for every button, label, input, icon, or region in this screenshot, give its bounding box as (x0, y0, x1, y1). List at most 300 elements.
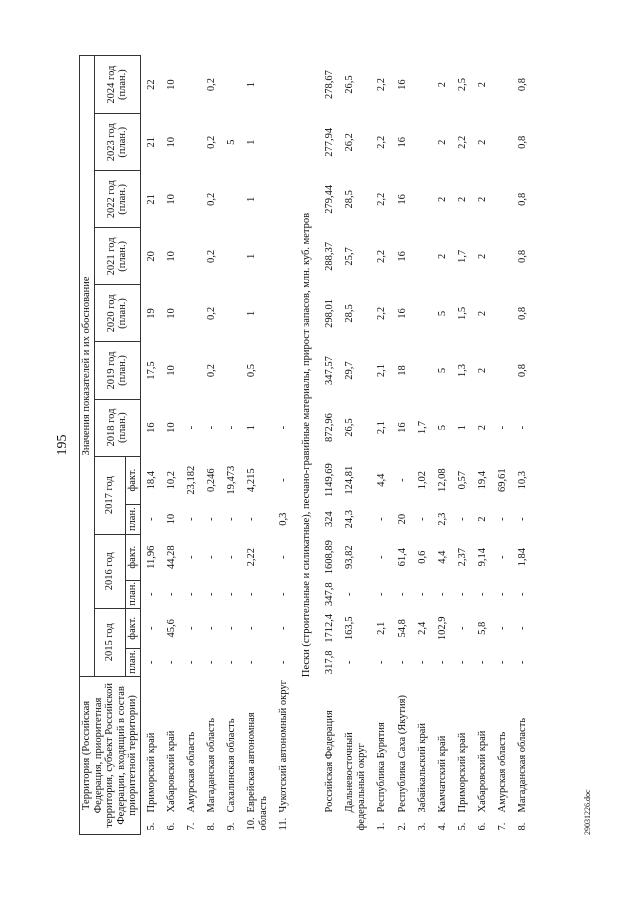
value-cell: 2,1 (376, 421, 388, 435)
value-cell: 0,8 (516, 135, 528, 149)
value-cell: 26,5 (344, 418, 356, 437)
value-cell: 2,2 (376, 135, 388, 149)
value-cell: 2,37 (456, 548, 468, 567)
value-cell: 5 (436, 367, 448, 374)
value-cell: 19,4 (476, 470, 488, 490)
value-cell: - (225, 660, 237, 665)
row-number: 6. (165, 822, 177, 831)
value-cell: 10 (165, 513, 177, 525)
row-number: 9. (225, 822, 237, 831)
value-cell: - (185, 555, 197, 559)
value-cell (181, 171, 201, 228)
value-cell: 2,1 (376, 621, 388, 635)
value-cell: 0,8 (516, 249, 528, 263)
territory-cell (221, 676, 241, 834)
value-cell: 347,57 (324, 356, 336, 385)
value-cell (221, 171, 241, 228)
value-cell: 0,8 (516, 78, 528, 92)
table-row (221, 56, 241, 835)
value-cell: - (496, 660, 508, 665)
value-cell: 2 (476, 367, 488, 374)
value-cell: 18 (396, 365, 408, 376)
value-cell: 124,81 (344, 465, 356, 495)
table-row (512, 56, 532, 835)
value-cell: - (205, 660, 217, 665)
territory-cell (339, 676, 371, 834)
value-cell (412, 56, 432, 114)
value-cell (181, 114, 201, 171)
territory-name: Чукотский автономный округ (278, 680, 290, 813)
territory-name: Республика Бурятия (376, 722, 388, 813)
value-cell: - (246, 660, 258, 665)
value-cell: - (496, 517, 508, 521)
territory-name: Республика Саха (Якутия) (396, 695, 408, 813)
plan-year-header-2020: 2020 год (план.) (94, 285, 140, 342)
value-cell: - (436, 592, 448, 596)
value-cell (221, 228, 241, 285)
value-cell: - (344, 592, 356, 596)
value-cell: - (496, 555, 508, 559)
value-cell: 20 (145, 251, 157, 262)
territory-cell (161, 676, 181, 834)
value-cell: 16 (145, 422, 157, 433)
territory-name: Магаданская область (516, 717, 528, 813)
value-cell: 0,8 (516, 306, 528, 320)
table-row (371, 56, 391, 835)
value-cell: 1712,4 (324, 613, 336, 643)
value-cell: 2 (436, 81, 448, 88)
value-cell: - (225, 555, 237, 559)
value-cell: 0,2 (205, 363, 217, 378)
value-cell: - (246, 517, 258, 521)
value-cell: 2 (476, 516, 488, 522)
value-cell: 872,96 (324, 413, 336, 442)
row-number: 8. (516, 822, 528, 831)
value-cell: 278,67 (324, 70, 336, 100)
value-cell: - (165, 660, 177, 665)
value-cell: 2,5 (456, 78, 468, 92)
value-cell: 93,82 (344, 545, 356, 570)
row-number: 7. (185, 822, 197, 831)
value-cell (273, 285, 293, 342)
value-cell: 2,2 (376, 306, 388, 320)
value-cell: 45,6 (165, 619, 177, 638)
value-cell: 5 (225, 139, 237, 145)
value-cell: 298,01 (324, 299, 336, 328)
value-cell: - (456, 660, 468, 665)
value-cell: 0,6 (416, 550, 428, 564)
value-cell (492, 171, 512, 228)
value-cell: - (496, 626, 508, 631)
value-cell: 2 (456, 196, 468, 202)
value-cell: 19 (145, 308, 157, 319)
value-cell: 279,44 (324, 184, 336, 214)
value-cell: 10 (165, 137, 177, 148)
value-cell: 2 (476, 196, 488, 202)
row-number: 8. (205, 822, 217, 831)
value-cell: 16 (396, 308, 408, 319)
value-cell: 1,7 (416, 421, 428, 435)
territory-name: Хабаровский край (476, 730, 488, 813)
value-cell (221, 56, 241, 114)
rotated-page (55, 55, 595, 835)
value-cell: 9,14 (476, 548, 488, 567)
value-cell: 2 (476, 81, 488, 88)
table-row (339, 56, 371, 835)
value-cell: 1 (246, 139, 258, 145)
value-cell: 19,473 (225, 465, 237, 495)
territory-cell (432, 676, 452, 834)
value-cell: 1 (456, 424, 468, 431)
value-cell: 54,8 (396, 619, 408, 638)
year-header-2015: 2015 год (94, 608, 126, 676)
value-cell: - (278, 425, 290, 430)
value-cell: - (185, 592, 197, 596)
table-row (161, 56, 181, 835)
value-cell: 2,2 (376, 192, 388, 206)
value-cell: 10 (165, 79, 177, 90)
value-cell: 0,8 (516, 363, 528, 378)
fact-subheader: факт. (126, 534, 141, 580)
value-cell: - (278, 660, 290, 665)
territory-name: Дальневосточный федеральный округ (344, 732, 368, 831)
value-cell: 2,2 (456, 135, 468, 149)
value-cell (273, 342, 293, 399)
value-cell: 10 (165, 365, 177, 376)
value-cell: 1 (246, 196, 258, 202)
page-number: 195 (55, 434, 70, 456)
value-cell: - (185, 425, 197, 430)
value-cell: 4,4 (376, 473, 388, 487)
value-cell: 61,4 (396, 548, 408, 567)
value-cell: - (396, 660, 408, 665)
value-cell: 18,4 (145, 470, 157, 490)
value-cell (492, 228, 512, 285)
value-cell: - (205, 517, 217, 521)
value-cell: 21 (145, 137, 157, 148)
value-cell: - (145, 660, 157, 665)
territory-cell (181, 676, 201, 834)
value-cell: 10 (165, 194, 177, 205)
value-cell (181, 56, 201, 114)
value-cell: - (225, 626, 237, 631)
territory-cell (392, 676, 412, 834)
value-cell (181, 228, 201, 285)
value-cell: 5 (436, 424, 448, 431)
value-cell: 16 (396, 79, 408, 90)
territory-cell (412, 676, 432, 834)
table-row (319, 56, 339, 835)
value-cell: 1,7 (456, 249, 468, 263)
plan-year-header-2018: 2018 год (план.) (94, 399, 140, 456)
value-cell: - (496, 425, 508, 430)
table-body-top (140, 56, 293, 835)
territory-name: Приморский край (145, 732, 157, 813)
value-cell: 2,2 (376, 78, 388, 92)
value-cell: - (516, 660, 528, 665)
territory-cell (319, 676, 339, 834)
row-number: 5. (145, 822, 157, 831)
value-cell: - (416, 592, 428, 596)
value-cell: 102,9 (436, 616, 448, 641)
value-cell: 2 (436, 196, 448, 202)
territory-cell (371, 676, 391, 834)
value-cell: 0,2 (205, 192, 217, 206)
value-cell: - (416, 660, 428, 665)
value-cell: - (246, 592, 258, 596)
value-cell: 1,3 (456, 363, 468, 378)
row-number: 4. (436, 822, 448, 831)
territory-name: Амурская область (496, 731, 508, 813)
value-cell: - (516, 517, 528, 521)
plan-year-header-2021: 2021 год (план.) (94, 228, 140, 285)
value-cell: 347,8 (324, 582, 336, 607)
value-cell: - (516, 626, 528, 631)
value-cell: - (225, 425, 237, 430)
value-cell: 163,5 (344, 616, 356, 641)
value-cell: 317,8 (324, 650, 336, 675)
value-cell: 16 (396, 194, 408, 205)
value-cell: 4,215 (246, 468, 258, 492)
value-cell: 1149,69 (324, 463, 336, 497)
footer-doc-code: 29031226.doc (583, 789, 592, 835)
section-row (293, 56, 319, 835)
value-cell: 277,94 (324, 127, 336, 157)
value-cell: 12,08 (436, 468, 448, 492)
value-cell: - (205, 425, 217, 430)
value-cell: - (496, 592, 508, 596)
value-cell (492, 56, 512, 114)
value-cell: 10 (165, 422, 177, 433)
value-cell: 2,1 (376, 363, 388, 378)
row-number: 5. (456, 822, 468, 831)
value-cell: 0,2 (205, 306, 217, 320)
value-cell: 2 (476, 253, 488, 259)
indicators-table (79, 55, 532, 835)
value-cell: 29,7 (344, 361, 356, 380)
value-cell (412, 171, 432, 228)
plan-year-header-2022: 2022 год (план.) (94, 171, 140, 228)
fact-subheader: факт. (126, 456, 141, 504)
value-cell: 1 (246, 81, 258, 88)
table-row (472, 56, 492, 835)
value-cell: - (278, 555, 290, 559)
value-cell: 20 (396, 513, 408, 525)
row-number: 11. (278, 817, 290, 831)
value-cell (492, 114, 512, 171)
plan-subheader: план. (126, 648, 141, 676)
table-row (241, 56, 273, 835)
value-cell: - (145, 517, 157, 521)
territory-name: Амурская область (185, 731, 197, 813)
table-row (392, 56, 412, 835)
table-row (181, 56, 201, 835)
value-cell: 1,02 (416, 470, 428, 490)
territory-name: Хабаровский край (165, 730, 177, 813)
value-cell: 10,2 (165, 470, 177, 490)
territory-cell (452, 676, 472, 834)
value-cell: 2 (436, 253, 448, 259)
value-cell: - (376, 555, 388, 559)
value-cell: 0,57 (456, 470, 468, 490)
row-number: 1. (376, 822, 388, 831)
value-cell (273, 171, 293, 228)
territory-name: Камчатский край (436, 735, 448, 813)
territory-cell (472, 676, 492, 834)
year-header-2016: 2016 год (94, 534, 126, 608)
value-cell: - (516, 592, 528, 596)
value-cell: - (376, 660, 388, 665)
value-cell (221, 342, 241, 399)
value-cell: - (436, 660, 448, 665)
value-cell: - (185, 626, 197, 631)
value-cell: 1 (246, 424, 258, 431)
value-cell: - (416, 517, 428, 521)
value-cell: - (145, 626, 157, 631)
year-header-2017: 2017 год (94, 456, 126, 534)
territory-cell (201, 676, 221, 834)
value-cell (181, 285, 201, 342)
fact-subheader: факт. (126, 608, 141, 648)
value-cell (273, 114, 293, 171)
value-cell: - (396, 592, 408, 596)
value-cell: 26,2 (344, 133, 356, 152)
value-cell: - (456, 517, 468, 521)
value-cell (492, 342, 512, 399)
value-cell: - (165, 592, 177, 596)
value-cell: 0,246 (205, 468, 217, 492)
value-cell (221, 285, 241, 342)
value-cell (412, 285, 432, 342)
territory-name: Еврейская автономная область (246, 712, 270, 831)
value-cell: 0,8 (516, 192, 528, 206)
value-cell: - (185, 660, 197, 665)
plan-subheader: план. (126, 504, 141, 534)
territory-name: Сахалинская область (225, 718, 237, 813)
territory-cell (140, 676, 161, 834)
value-cell: - (278, 478, 290, 482)
value-cell (273, 228, 293, 285)
value-cell: 2,3 (436, 512, 448, 526)
territory-name: Российская Федерация (324, 710, 336, 813)
territory-name: Забайкальский край (416, 722, 428, 813)
value-cell: 324 (324, 511, 336, 528)
table-body-bottom (319, 56, 532, 835)
value-cell: 2,22 (246, 548, 258, 567)
territory-header: Территория (Российская Федерация, приоритетная территория, субъект Российской Федерации, входящий в состав приоритетной территории) (80, 676, 141, 834)
territory-cell (273, 676, 293, 834)
value-cell: 0,2 (205, 135, 217, 149)
value-cell: - (225, 517, 237, 521)
territory-name: Магаданская область (205, 717, 217, 813)
value-cell: - (396, 478, 408, 482)
territory-name: Приморский край (456, 732, 468, 813)
value-cell (412, 228, 432, 285)
value-cell: 11,96 (145, 545, 157, 569)
value-cell: 1 (246, 253, 258, 259)
value-cell: - (185, 517, 197, 521)
table-row (273, 56, 293, 835)
value-cell: 4,4 (436, 550, 448, 564)
value-cell: 24,3 (344, 509, 356, 529)
row-number: 6. (476, 822, 488, 831)
table-row (201, 56, 221, 835)
value-cell: - (225, 592, 237, 596)
value-cell: - (205, 626, 217, 631)
territory-cell (241, 676, 273, 834)
value-cell: 23,182 (185, 465, 197, 495)
value-cell: - (145, 592, 157, 596)
section-row-group (293, 56, 319, 835)
territory-cell (492, 676, 512, 834)
value-cell: - (205, 592, 217, 596)
row-number: 2. (396, 822, 408, 831)
value-cell: 10 (165, 251, 177, 262)
value-cell: 0,2 (205, 78, 217, 92)
value-cell: 21 (145, 194, 157, 205)
value-cell: - (246, 626, 258, 631)
territory-cell (512, 676, 532, 834)
value-cell: 2,2 (376, 249, 388, 263)
value-cell: 5 (436, 310, 448, 317)
plan-subheader: план. (126, 580, 141, 608)
value-cell: - (344, 660, 356, 665)
values-header: Значения показателей и их обоснование (80, 56, 95, 677)
value-cell: 0,3 (278, 512, 290, 526)
value-cell: 2 (436, 139, 448, 145)
value-cell: 5,8 (476, 621, 488, 635)
value-cell: 17,5 (145, 361, 157, 380)
value-cell: - (456, 626, 468, 631)
section-title: Пески (строительные и силикатные), песчано-гравийные материалы, прирост запасов, млн. куб. метров (301, 212, 313, 678)
plan-year-header-2019: 2019 год (план.) (94, 342, 140, 399)
table-row (452, 56, 472, 835)
value-cell: 44,28 (165, 545, 177, 570)
value-cell: 26,5 (344, 75, 356, 94)
table-row (412, 56, 432, 835)
table-row (432, 56, 452, 835)
value-cell (412, 342, 432, 399)
value-cell: 16 (396, 251, 408, 262)
value-cell: 2,4 (416, 621, 428, 635)
value-cell (412, 114, 432, 171)
value-cell: 10,3 (516, 470, 528, 490)
value-cell: 1,5 (456, 306, 468, 320)
row-number: 3. (416, 822, 428, 831)
plan-year-header-2024: 2024 год (план.) (94, 56, 140, 114)
value-cell: 10 (165, 308, 177, 319)
value-cell: 28,5 (344, 304, 356, 323)
value-cell: 16 (396, 137, 408, 148)
row-number: 7. (496, 822, 508, 831)
value-cell: 2 (476, 310, 488, 317)
value-cell: - (278, 592, 290, 596)
row-number: 10. (246, 817, 258, 831)
value-cell: 69,61 (496, 468, 508, 492)
value-cell: - (476, 660, 488, 665)
value-cell: 1,84 (516, 548, 528, 567)
value-cell: - (516, 425, 528, 430)
value-cell: - (205, 555, 217, 559)
value-cell (181, 342, 201, 399)
value-cell: - (456, 592, 468, 596)
value-cell: 25,7 (344, 247, 356, 266)
value-cell: 22 (145, 79, 157, 90)
value-cell: 1 (246, 310, 258, 317)
value-cell: 2 (476, 424, 488, 431)
value-cell: 28,5 (344, 190, 356, 209)
table-row (492, 56, 512, 835)
